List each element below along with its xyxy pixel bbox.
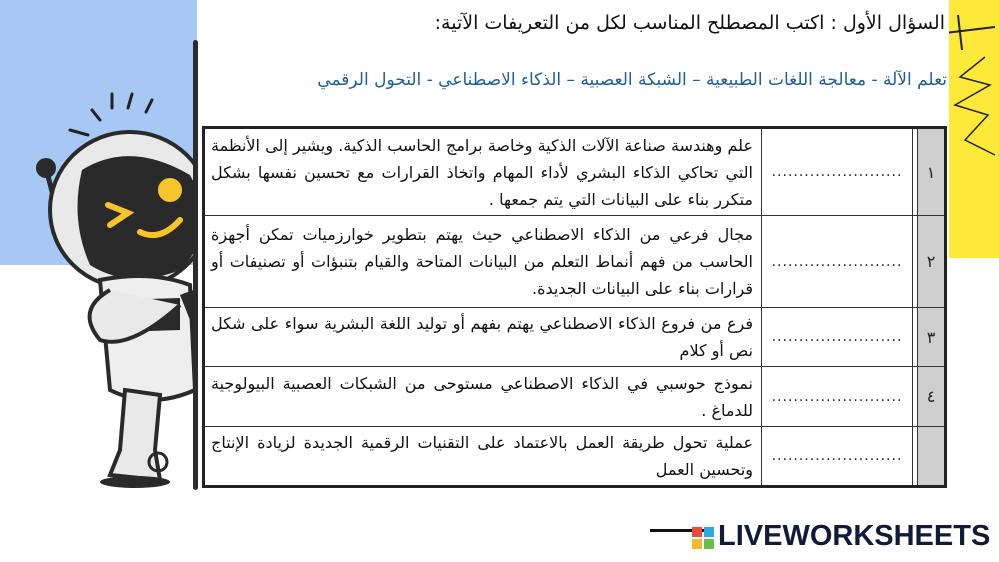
- row-spacer: [913, 216, 918, 308]
- answer-blank[interactable]: ........................: [762, 128, 913, 216]
- row-number: [918, 427, 946, 487]
- answer-blank[interactable]: ........................: [762, 308, 913, 367]
- row-spacer: [913, 427, 918, 487]
- table-row: [204, 427, 946, 487]
- answer-blank[interactable]: ........................: [762, 367, 913, 427]
- row-spacer: [913, 308, 918, 367]
- question-title: السؤال الأول : اكتب المصطلح المناسب لكل من التعريفات الآتية:: [434, 12, 945, 34]
- table-row: [204, 308, 946, 367]
- row-spacer: [913, 367, 918, 427]
- liveworksheets-logo[interactable]: LIVEWORKSHEETS: [718, 520, 991, 552]
- table-row: [204, 216, 946, 308]
- table-row: [204, 367, 946, 427]
- row-spacer: [913, 128, 918, 216]
- row-number: ٣: [918, 308, 946, 367]
- definition-text: فرع من فروع الذكاء الاصطناعي يهتم بفهم أو توليد اللغة البشرية سواء على شكل نص أو كلام: [204, 308, 762, 367]
- worksheet-binding-edge: [193, 40, 198, 490]
- definition-text: علم وهندسة صناعة الآلات الذكية وخاصة برامج الحاسب الذكية. ويشير إلى الأنظمة التي تحاكي الذكاء البشري لأداء المهام واتخاذ القرارات مع تحسين نفسها بشكل متكرر بناء على البيانات التي يتم جمعها .: [204, 128, 762, 216]
- row-number: ١: [918, 128, 946, 216]
- row-number: ٤: [918, 367, 946, 427]
- answer-blank[interactable]: ........................: [762, 427, 913, 487]
- definition-text: نموذج حوسبي في الذكاء الاصطناعي مستوحى من الشبكات العصبية البيولوجية للدماغ .: [204, 367, 762, 427]
- definition-text: مجال فرعي من الذكاء الاصطناعي حيث يهتم بتطوير خوارزميات تمكن أجهزة الحاسب من فهم أنماط التعلم من البيانات المتاحة والقيام بتنبؤات أو تصنيفات أو قرارات بناء على البيانات الجديدة.: [204, 216, 762, 308]
- definitions-table: [202, 126, 947, 488]
- definition-text: عملية تحول طريقة العمل بالاعتماد على التقنيات الرقمية الجديدة لزيادة الإنتاج وتحسين العمل: [204, 427, 762, 487]
- term-bank: تعلم الآلة - معالجة اللغات الطبيعية – الشبكة العصبية – الذكاء الاصطناعي - التحول الرقمي: [317, 70, 947, 90]
- liveworksheets-logo-icon: [692, 527, 714, 549]
- row-number: ٢: [918, 216, 946, 308]
- answer-blank[interactable]: ........................: [762, 216, 913, 308]
- table-row: [204, 128, 946, 216]
